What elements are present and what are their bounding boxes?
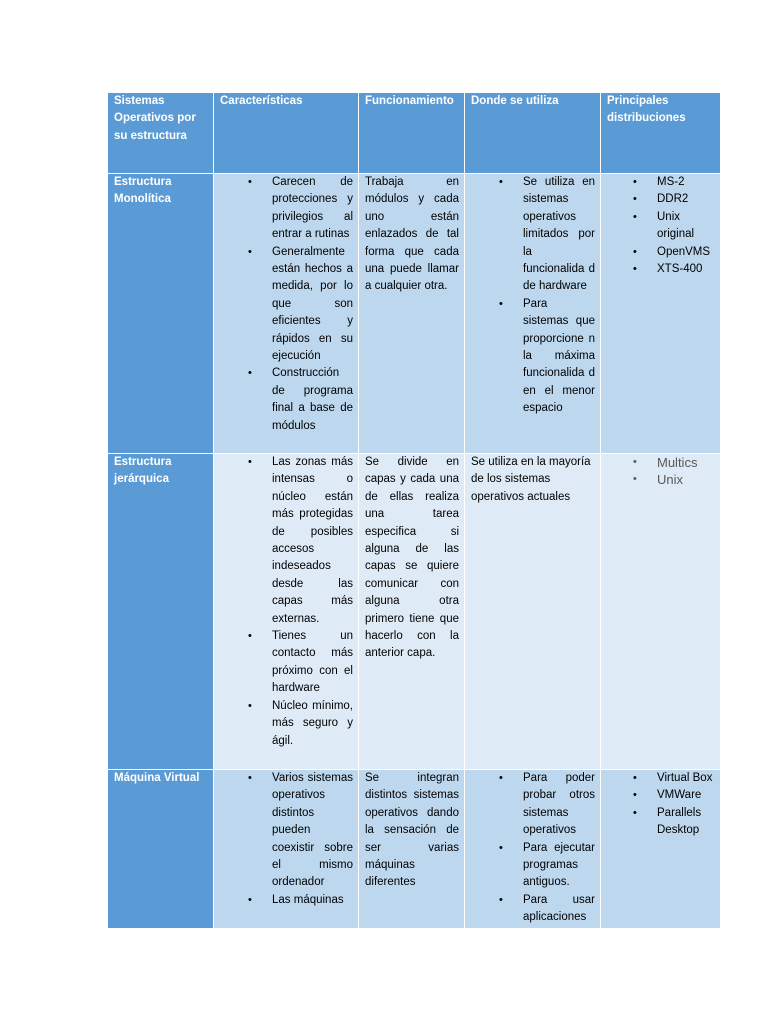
bullet-dot-icon: • xyxy=(633,789,637,802)
list-item: • XTS-400 xyxy=(657,261,715,278)
bullet-dot-icon: • xyxy=(499,297,503,310)
bullet-dot-icon: • xyxy=(633,772,637,784)
distributions-list xyxy=(607,770,715,840)
list-item: • Para usar aplicaciones xyxy=(499,893,595,924)
list-item: • Se utiliza en sistemas operativos limitados por la funcionalida d de hardware xyxy=(499,176,595,293)
bullet-dot-icon: • xyxy=(633,263,637,276)
where-used-list xyxy=(471,174,595,418)
operation-cell: Se integran distintos sistemas operativos dando la sensación de ser varias máquinas diferentes xyxy=(359,770,465,929)
table-row xyxy=(108,174,721,454)
list-item: • Núcleo mínimo, más seguro y ágil. xyxy=(248,699,353,747)
list-item: • Construcción de programa final a base de módulos xyxy=(248,367,353,432)
characteristics-list xyxy=(220,454,353,750)
bullet-dot-icon: • xyxy=(499,176,503,188)
list-item: • Generalmente están hechos a medida, por lo que son eficientes y rápidos en su ejecución xyxy=(248,245,353,363)
bullet-dot-icon: • xyxy=(248,245,252,258)
list-item: • Las máquinas xyxy=(272,892,353,909)
list-item: • MS-2 xyxy=(657,174,715,191)
list-item: • Unix xyxy=(633,472,684,488)
bullet-dot-icon: • xyxy=(633,210,637,223)
bullet-dot-icon: • xyxy=(248,699,252,712)
row-title-hierarchical: Estructura jerárquica xyxy=(108,454,214,770)
row-title-monolithic: Estructura Monolítica xyxy=(108,174,214,454)
where-used-cell xyxy=(465,174,601,454)
where-used-list xyxy=(471,770,595,927)
distributions-list xyxy=(607,454,715,489)
table-row xyxy=(108,770,721,929)
bullet-dot-icon: • xyxy=(248,367,252,380)
list-item: • Tienes un contacto más próximo con el hardware xyxy=(248,630,353,695)
row-title-virtual-machine: Máquina Virtual xyxy=(108,770,214,929)
list-item: • Las zonas más intensas o núcleo están más protegidas de posibles accesos indeseados desde las capas más externas. xyxy=(248,456,353,625)
characteristics-list xyxy=(220,174,353,435)
list-item: • DDR2 xyxy=(657,191,715,208)
bullet-dot-icon: • xyxy=(633,806,637,819)
characteristics-list xyxy=(220,770,353,909)
list-item: • Carecen de protecciones y privilegios al entrar a rutinas xyxy=(248,176,353,241)
bullet-dot-icon: • xyxy=(248,176,252,188)
list-item: • Parallels Desktop xyxy=(633,806,702,837)
list-item: • Multics xyxy=(633,455,698,470)
bullet-dot-icon: • xyxy=(633,456,637,468)
bullet-dot-icon: • xyxy=(499,772,503,784)
distributions-list xyxy=(607,174,715,278)
distributions-cell xyxy=(601,770,721,929)
bullet-dot-icon: • xyxy=(633,245,637,258)
list-item: • Para ejecutar programas antiguos. xyxy=(499,841,595,889)
header-cell-structure: Sistemas Operativos por su estructura xyxy=(108,93,214,174)
bullet-dot-icon: • xyxy=(248,630,252,643)
list-item: • Virtual Box xyxy=(657,770,715,787)
bullet-dot-icon: • xyxy=(633,473,637,486)
bullet-dot-icon: • xyxy=(633,176,637,188)
bullet-dot-icon: • xyxy=(633,193,637,206)
distributions-cell xyxy=(601,454,721,770)
bullet-dot-icon: • xyxy=(248,456,252,468)
operating-systems-table xyxy=(107,92,721,929)
operation-cell: Trabaja en módulos y cada uno están enlazados de tal forma que cada una puede llamar a cualquier otra. xyxy=(359,174,465,454)
bullet-dot-icon: • xyxy=(248,893,252,906)
list-item: • VMWare xyxy=(657,787,715,804)
characteristics-cell xyxy=(214,174,359,454)
operation-cell: Se divide en capas y cada una de ellas realiza una tarea especifica si alguna de las capas se quiere comunicar con alguna otra primero tiene que hacerlo con la anterior capa. xyxy=(359,454,465,770)
list-item: • Para sistemas que proporcione n la máxima funcionalida d en el menor espacio xyxy=(499,297,595,415)
list-item: • Unix original xyxy=(633,210,695,241)
list-item: • OpenVMS xyxy=(657,244,715,261)
header-row xyxy=(108,93,721,174)
bullet-dot-icon: • xyxy=(499,893,503,906)
header-cell-characteristics: Características xyxy=(214,93,359,174)
characteristics-cell xyxy=(214,454,359,770)
header-cell-where-used: Donde se utiliza xyxy=(465,93,601,174)
where-used-cell: Se utiliza en la mayoría de los sistemas operativos actuales xyxy=(465,454,601,770)
header-cell-distributions: Principales distribuciones xyxy=(601,93,721,174)
list-item: • Varios sistemas operativos distintos pueden coexistir sobre el mismo ordenador xyxy=(248,772,353,889)
list-item: • Para poder probar otros sistemas operativos xyxy=(499,772,595,837)
distributions-cell xyxy=(601,174,721,454)
where-used-cell xyxy=(465,770,601,929)
bullet-dot-icon: • xyxy=(499,841,503,854)
header-cell-operation: Funcionamiento xyxy=(359,93,465,174)
bullet-dot-icon: • xyxy=(248,772,252,784)
table-row xyxy=(108,454,721,770)
characteristics-cell xyxy=(214,770,359,929)
